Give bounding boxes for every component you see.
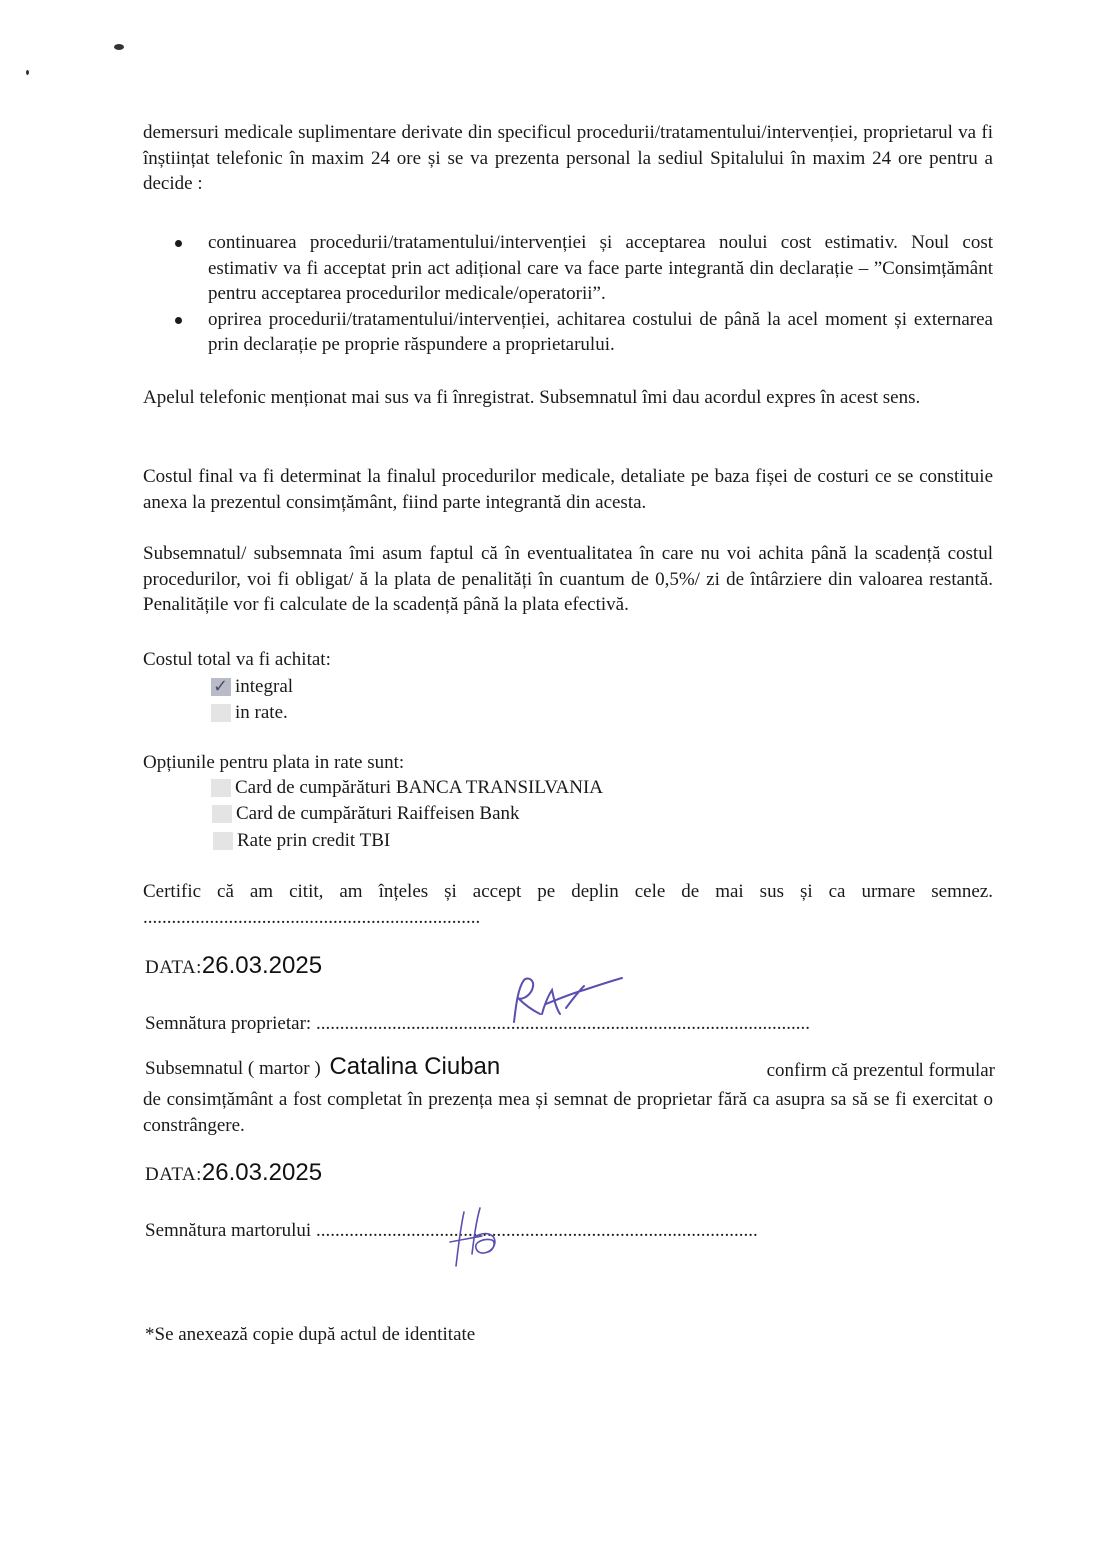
option-text: continuarea procedurii/tratamentului/intervenției și acceptarea noului cost estimativ. Noul cost estimativ va fi acceptat prin act adițional care va face parte integrantă din declarație – ”Consimțământ pentru acceptarea procedurilor medicale/operatorii”.	[208, 232, 993, 304]
installment-option-tbi[interactable]	[213, 828, 390, 853]
bullet-icon	[175, 317, 182, 324]
tbi-checkbox[interactable]	[213, 832, 233, 850]
witness-date-value[interactable]: 26.03.2025	[201, 1159, 323, 1186]
option-stop	[172, 307, 993, 358]
witness-signature-image	[432, 1200, 512, 1275]
check-mark-icon: ✓	[213, 675, 229, 697]
owner-signature-row	[145, 1013, 810, 1035]
payment-integral-option[interactable]	[211, 674, 293, 699]
witness-name[interactable]: Catalina Ciuban	[329, 1053, 501, 1080]
witness-signature-line[interactable]: .............................................................................................	[315, 1220, 758, 1241]
option-text: oprirea procedurii/tratamentului/intervenției, achitarea costului de până la acel moment și externarea prin declarație pe proprie răspundere a proprietarului.	[208, 308, 993, 355]
raiffeisen-checkbox[interactable]	[212, 805, 232, 823]
witness-date-row	[145, 1159, 322, 1187]
final-cost-paragraph: Costul final va fi determinat la finalul procedurilor medicale, detaliate pe baza fișei de costuri ce se constituie anexa la prezentul consimțământ, fiind parte integrantă din acesta.	[143, 466, 993, 513]
bt-checkbox[interactable]	[211, 779, 231, 797]
installment-label: Card de cumpărături BANCA TRANSILVANIA	[235, 777, 604, 798]
owner-date-label: DATA:	[145, 957, 202, 978]
rates-checkbox[interactable]	[211, 704, 231, 722]
payment-heading: Costul total va fi achitat:	[143, 649, 331, 670]
footnote: *Se anexează copie după actul de identitate	[145, 1324, 476, 1345]
installments-heading: Opțiunile pentru plata in rate sunt:	[143, 752, 405, 773]
witness-prefix: Subsemnatul ( martor )	[145, 1058, 321, 1079]
certify-text: Certific că am citit, am înțeles și accept pe deplin cele de mai sus și ca urmare semnez.	[143, 881, 993, 902]
witness-continuation: de consimțământ a fost completat în prezența mea și semnat de proprietar fără ca asupra sa să se fi exercitat o constrângere.	[143, 1089, 993, 1136]
witness-signature-label: Semnătura martorului	[145, 1220, 312, 1241]
certify-paragraph	[143, 879, 993, 930]
owner-date-value[interactable]: 26.03.2025	[201, 952, 323, 979]
scan-speck	[114, 44, 124, 50]
installment-option-raiffeisen[interactable]	[212, 801, 520, 826]
witness-line	[145, 1053, 995, 1081]
owner-signature-image	[500, 970, 630, 1030]
installment-option-bt[interactable]	[211, 775, 603, 800]
witness-date-label: DATA:	[145, 1164, 202, 1185]
owner-date-row	[145, 952, 322, 980]
intro-paragraph: demersuri medicale suplimentare derivate din specificul procedurii/tratamentului/intervenției, proprietarul va fi înștiințat telefonic în maxim 24 ore și se va prezenta personal la sediul Spitalului în maxim 24 ore pentru a decide :	[143, 122, 993, 194]
decision-options-list	[172, 230, 993, 358]
rates-label: in rate.	[235, 702, 288, 723]
owner-signature-label: Semnătura proprietar:	[145, 1013, 312, 1034]
certify-signature-line: .......................................................................	[143, 906, 481, 928]
witness-suffix: confirm că prezentul formular	[766, 1060, 995, 1081]
payment-rates-option[interactable]	[211, 700, 288, 725]
integral-label: integral	[235, 676, 294, 697]
owner-signature-line[interactable]: ........................................................................................................	[315, 1013, 810, 1034]
installment-label: Rate prin credit TBI	[237, 830, 391, 851]
phone-recording-paragraph: Apelul telefonic menționat mai sus va fi înregistrat. Subsemnatul îmi dau acordul expres în acest sens.	[143, 387, 921, 408]
integral-checkbox[interactable]	[211, 675, 231, 697]
bullet-icon	[175, 240, 182, 247]
scan-speck	[26, 70, 29, 75]
penalties-paragraph: Subsemnatul/ subsemnata îmi asum faptul că în eventualitatea în care nu voi achita până la scadență costul procedurilor, voi fi obligat/ ă la plata de penalități în cuantum de 0,5%/ zi de întârziere din valoarea restantă. Penalitățile vor fi calculate de la scadență până la plata efectivă.	[143, 543, 993, 615]
option-continue	[172, 230, 993, 307]
installment-label: Card de cumpărături Raiffeisen Bank	[236, 803, 520, 824]
